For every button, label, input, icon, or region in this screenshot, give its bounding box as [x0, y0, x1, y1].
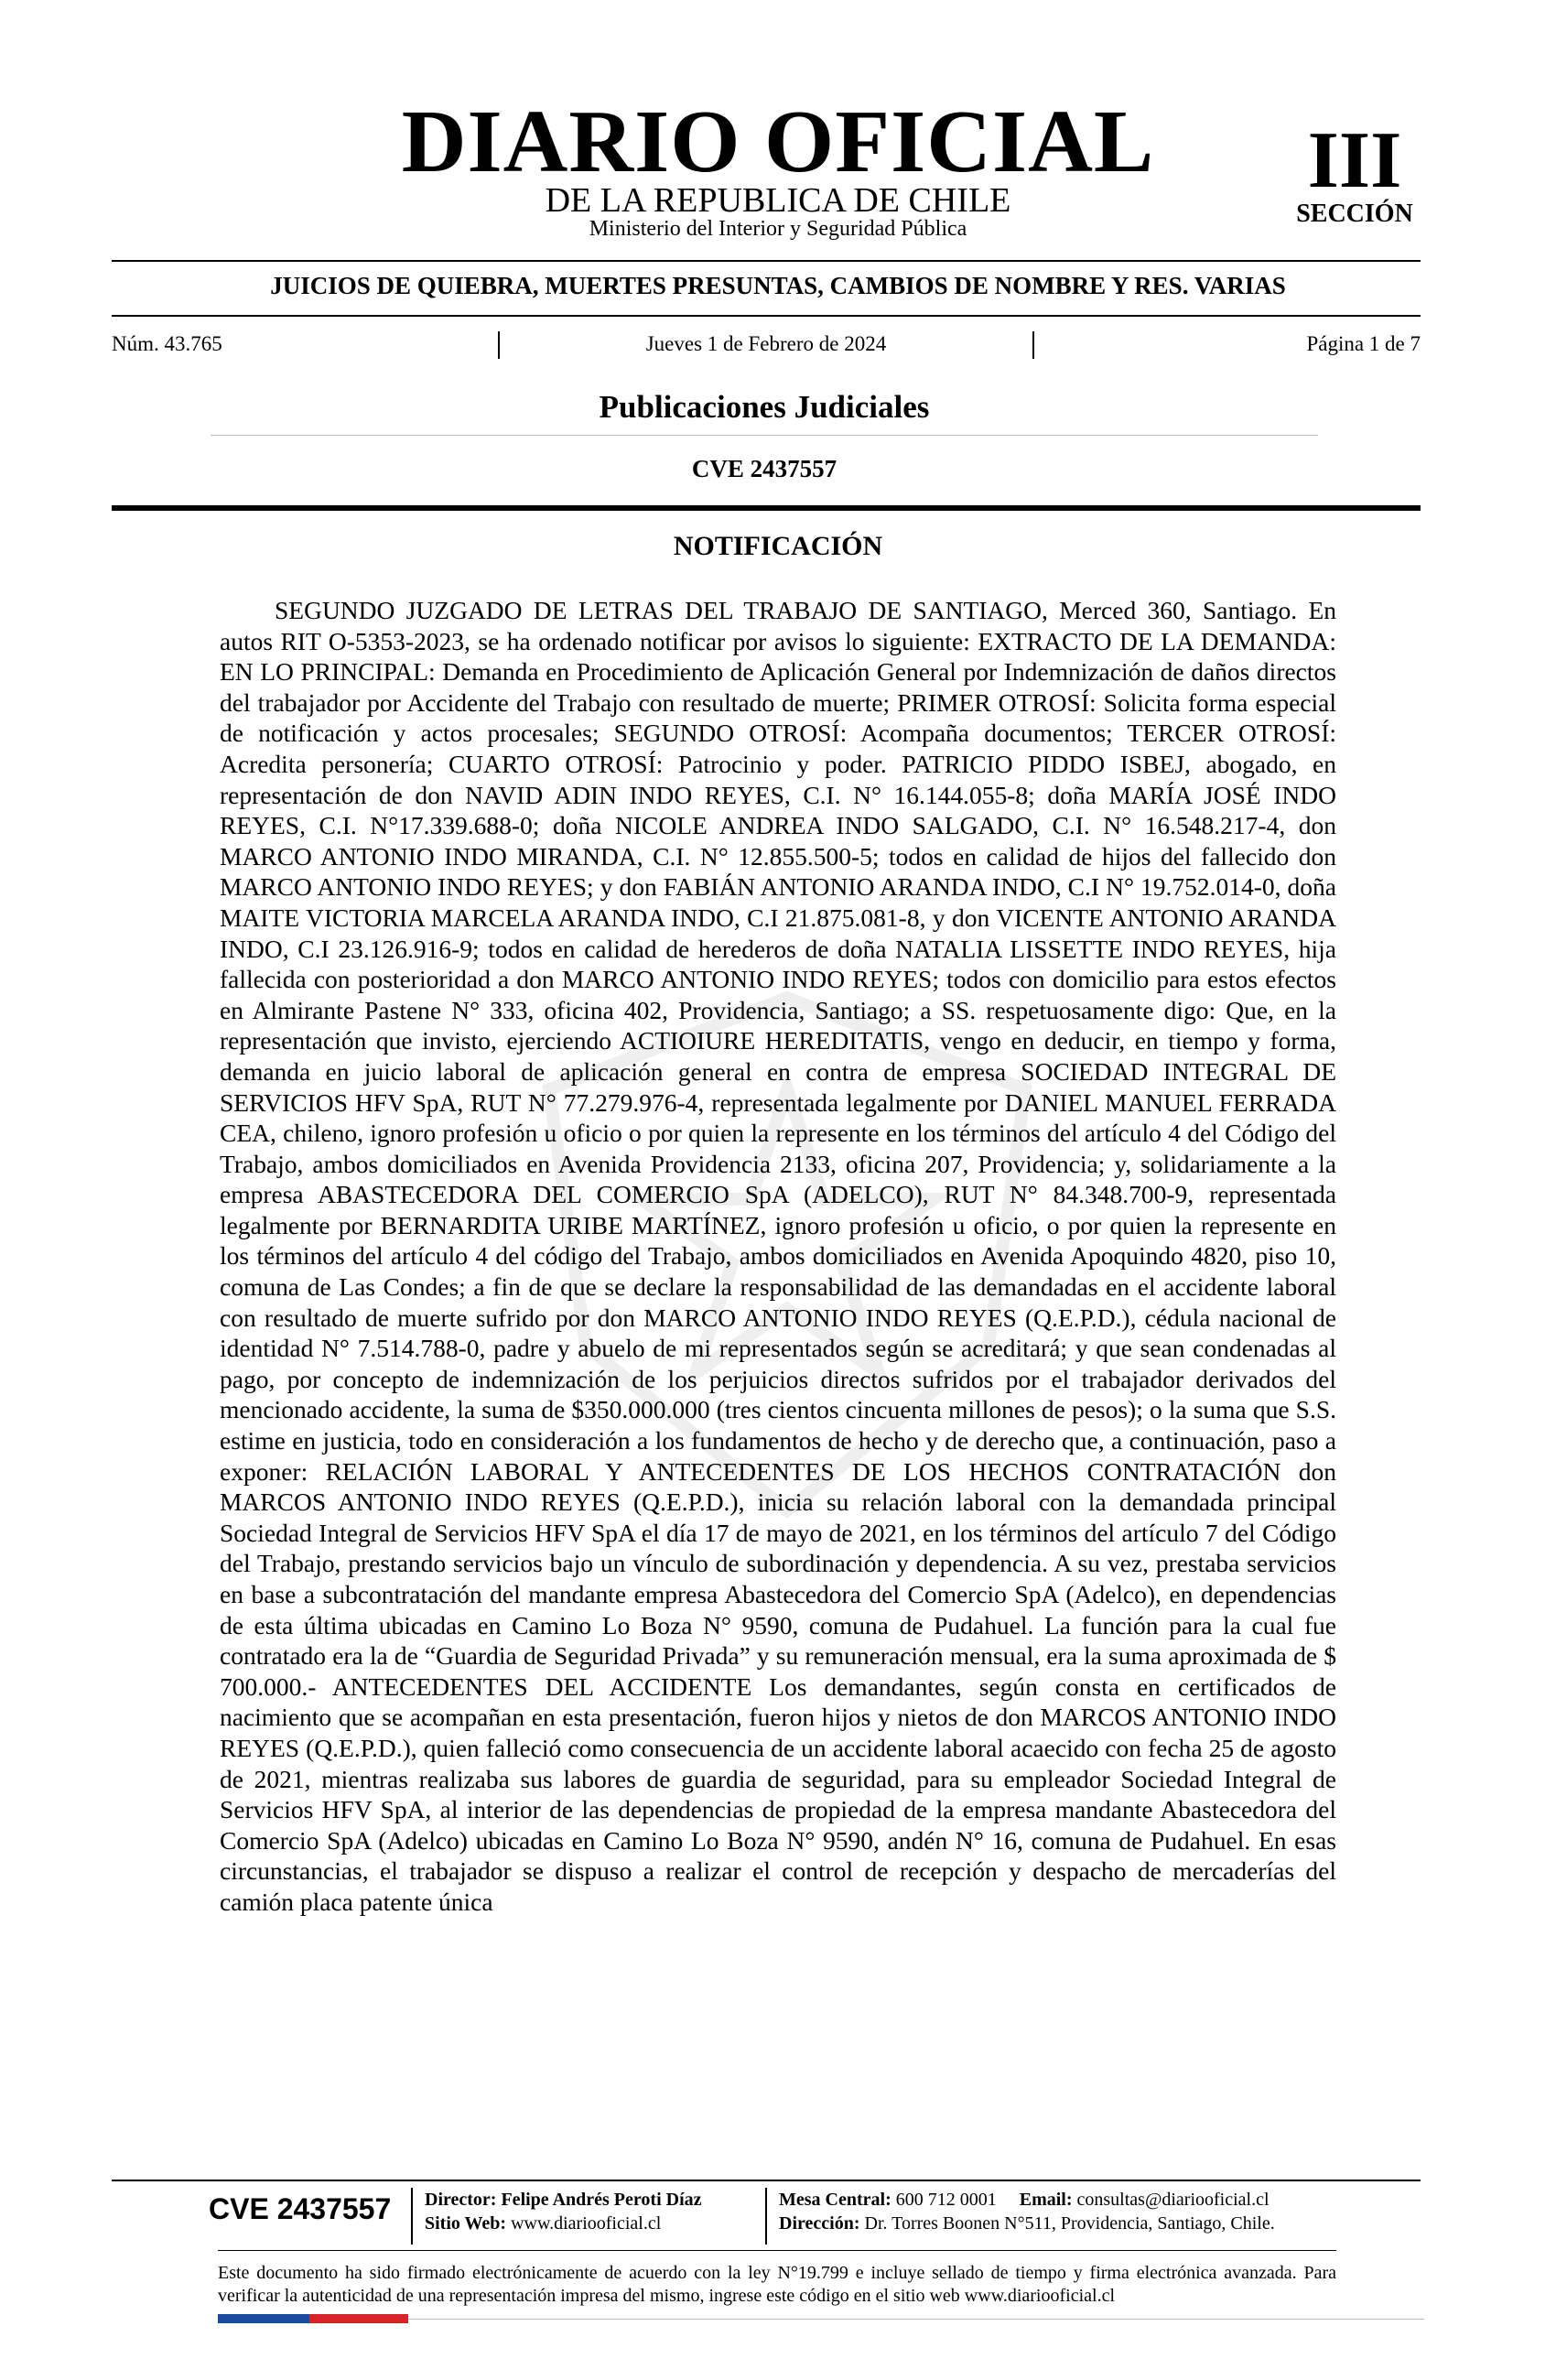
footer-separator	[765, 2188, 767, 2245]
notice-title: NOTIFICACIÓN	[673, 531, 883, 561]
flag-stripe-blue	[218, 2314, 309, 2323]
publications-divider	[211, 435, 1318, 436]
footer-separator	[411, 2188, 413, 2245]
email-label: Email:	[1019, 2190, 1073, 2210]
flag-stripe-red	[309, 2314, 408, 2323]
email-link[interactable]: consultas@diariooficial.cl	[1076, 2190, 1270, 2210]
issue-number: Núm. 43.765	[112, 332, 222, 355]
masthead-divider	[112, 260, 1421, 262]
footer-contact-left	[425, 2188, 702, 2235]
director-label: Director:	[425, 2190, 497, 2210]
masthead-ministry: Ministerio del Interior y Seguridad Pública	[589, 217, 967, 241]
section-label: SECCIÓN	[1296, 200, 1413, 228]
issue-page: Página 1 de 7	[1306, 332, 1421, 355]
cve-divider	[112, 505, 1421, 511]
website-label: Sitio Web:	[425, 2213, 507, 2234]
phone-number: 600 712 0001	[895, 2190, 997, 2210]
phone-label: Mesa Central:	[779, 2190, 891, 2210]
footer-divider	[112, 2180, 1421, 2181]
section-number: III	[1307, 116, 1402, 205]
issue-date: Jueves 1 de Febrero de 2024	[645, 332, 887, 355]
section-heading: JUICIOS DE QUIEBRA, MUERTES PRESUNTAS, CAMBIOS DE NOMBRE Y RES. VARIAS	[270, 272, 1286, 299]
issue-separator	[1032, 331, 1034, 359]
masthead-title: DIARIO OFICIAL	[401, 92, 1155, 191]
flag-rule	[408, 2319, 1424, 2320]
notice-body: SEGUNDO JUZGADO DE LETRAS DEL TRABAJO DE SANTIAGO, Merced 360, Santiago. En autos RIT O-5353-2023, se ha ordenado notificar por avisos lo siguiente: EXTRACTO DE LA DEMANDA: EN LO PRINCIPAL: Demanda en Procedimiento de Aplicación General por Indemnización de daños directos del trabajador por Accidente del Trabajo con resultado de muerte; PRIMER OTROSÍ: Solicita forma especial de notificación y actos procesales; SEGUNDO OTROSÍ: Acompaña documentos; TERCER OTROSÍ: Acredita personería; CUARTO OTROSÍ: Patrocinio y poder. PATRICIO PIDDO ISBEJ, abogado, en representación de don NAVID ADIN INDO REYES, C.I. N° 16.144.055-8; doña MARÍA JOSÉ INDO REYES, C.I. N°17.339.688-0; doña NICOLE ANDREA INDO SALGADO, C.I. N° 16.548.217-4, don MARCO ANTONIO INDO MIRANDA, C.I. N° 12.855.500-5; todos en calidad de hijos del fallecido don MARCO ANTONIO INDO REYES; y don FABIÁN ANTONIO ARANDA INDO, C.I N° 19.752.014-0, doña MAITE VICTORIA MARCELA ARANDA INDO, C.I 21.875.081-8, y don VICENTE ANTONIO ARANDA INDO, C.I 23.126.916-9; todos en calidad de herederos de doña NATALIA LISSETTE INDO REYES, hija fallecida con posterioridad a don MARCO ANTONIO INDO REYES; todos con domicilio para estos efectos en Almirante Pastene N° 333, oficina 402, Providencia, Santiago; a SS. respetuosamente digo: Que, en la representación que invisto, ejerciendo ACTIOIURE HEREDITATIS, vengo en deducir, en tiempo y forma, demanda en juicio laboral de aplicación general en contra de empresa SOCIEDAD INTEGRAL DE SERVICIOS HFV SpA, RUT N° 77.279.976-4, representada legalmente por DANIEL MANUEL FERRADA CEA, chileno, ignoro profesión u oficio o por quien la represente en los términos del artículo 4 del Código del Trabajo, ambos domiciliados en Avenida Providencia 2133, oficina 207, Providencia; y, solidariamente a la empresa ABASTECEDORA DEL COMERCIO SpA (ADELCO), RUT N° 84.348.700-9, representada legalmente por BERNARDITA URIBE MARTÍNEZ, ignoro profesión u oficio, o por quien la represente en los términos del artículo 4 del código del Trabajo, ambos domiciliados en Avenida Apoquindo 4820, piso 10, comuna de Las Condes; a fin de que se declare la responsabilidad de las demandadas en el accidente laboral con resultado de muerte sufrido por don MARCO ANTONIO INDO REYES (Q.E.P.D.), cédula nacional de identidad N° 7.514.788-0, padre y abuelo de mi representados según se acreditará; y que sean condenadas al pago, por concepto de indemnización de los perjuicios directos sufridos por el trabajador derivados del mencionado accidente, la suma de $350.000.000 (tres cientos cincuenta millones de pesos); o la suma que S.S. estime en justicia, todo en consideración a los fundamentos de hecho y de derecho que, a continuación, paso a exponer: RELACIÓN LABORAL Y ANTECEDENTES DE LOS HECHOS CONTRATACIÓN don MARCOS ANTONIO INDO REYES (Q.E.P.D.), inicia su relación laboral con la demandada principal Sociedad Integral de Servicios HFV SpA el día 17 de mayo de 2021, en los términos del artículo 7 del Código del Trabajo, prestando servicios bajo un vínculo de subordinación y dependencia. A su vez, prestaba servicios en base a subcontratación del mandante empresa Abastecedora del Comercio SpA (Adelco), en dependencias de esta última ubicadas en Camino Lo Boza N° 9590, comuna de Pudahuel. La función para la cual fue contratado era la de “Guardia de Seguridad Privada” y su remuneración mensual, era la suma aproximada de $ 700.000.- ANTECEDENTES DEL ACCIDENTE Los demandantes, según consta en certificados de nacimiento que se acompañan en esta presentación, fueron hijos y nietos de don MARCOS ANTONIO INDO REYES (Q.E.P.D.), quien falleció como consecuencia de un accidente laboral acaecido con fecha 25 de agosto de 2021, mientras realizaba sus labores de guardia de seguridad, para su empleador Sociedad Integral de Servicios HFV SpA, al interior de las dependencias de propiedad de la empresa mandante Abastecedora del Comercio SpA (Adelco) ubicadas en Camino Lo Boza N° 9590, andén N° 16, comuna de Pudahuel. En esas circunstancias, el trabajador se dispuso a realizar el control de recepción y despacho de mercaderías del camión placa patente única	[220, 596, 1336, 1916]
issue-separator	[498, 331, 500, 359]
address-label: Dirección:	[779, 2213, 860, 2234]
section-divider	[112, 315, 1421, 317]
footer-rule	[218, 2250, 1336, 2251]
publications-heading: Publicaciones Judiciales	[599, 389, 930, 425]
cve-heading: CVE 2437557	[691, 455, 837, 482]
director-name: Felipe Andrés Peroti Díaz	[501, 2190, 702, 2210]
legal-notice: Este documento ha sido firmado electrónicamente de acuerdo con la ley N°19.799 e incluye sellado de tiempo y firma electrónica avanzada. Para verificar la autenticidad de una representación impresa del mismo, ingrese este código en el sitio web www.diariooficial.cl	[218, 2263, 1336, 2306]
masthead-subtitle: DE LA REPUBLICA DE CHILE	[545, 181, 1011, 220]
footer-cve: CVE 2437557	[209, 2192, 392, 2225]
address-text: Dr. Torres Boonen N°511, Providencia, Santiago, Chile.	[864, 2213, 1275, 2234]
website-link[interactable]: www.diariooficial.cl	[511, 2213, 662, 2234]
footer-contact-right	[779, 2188, 1275, 2235]
